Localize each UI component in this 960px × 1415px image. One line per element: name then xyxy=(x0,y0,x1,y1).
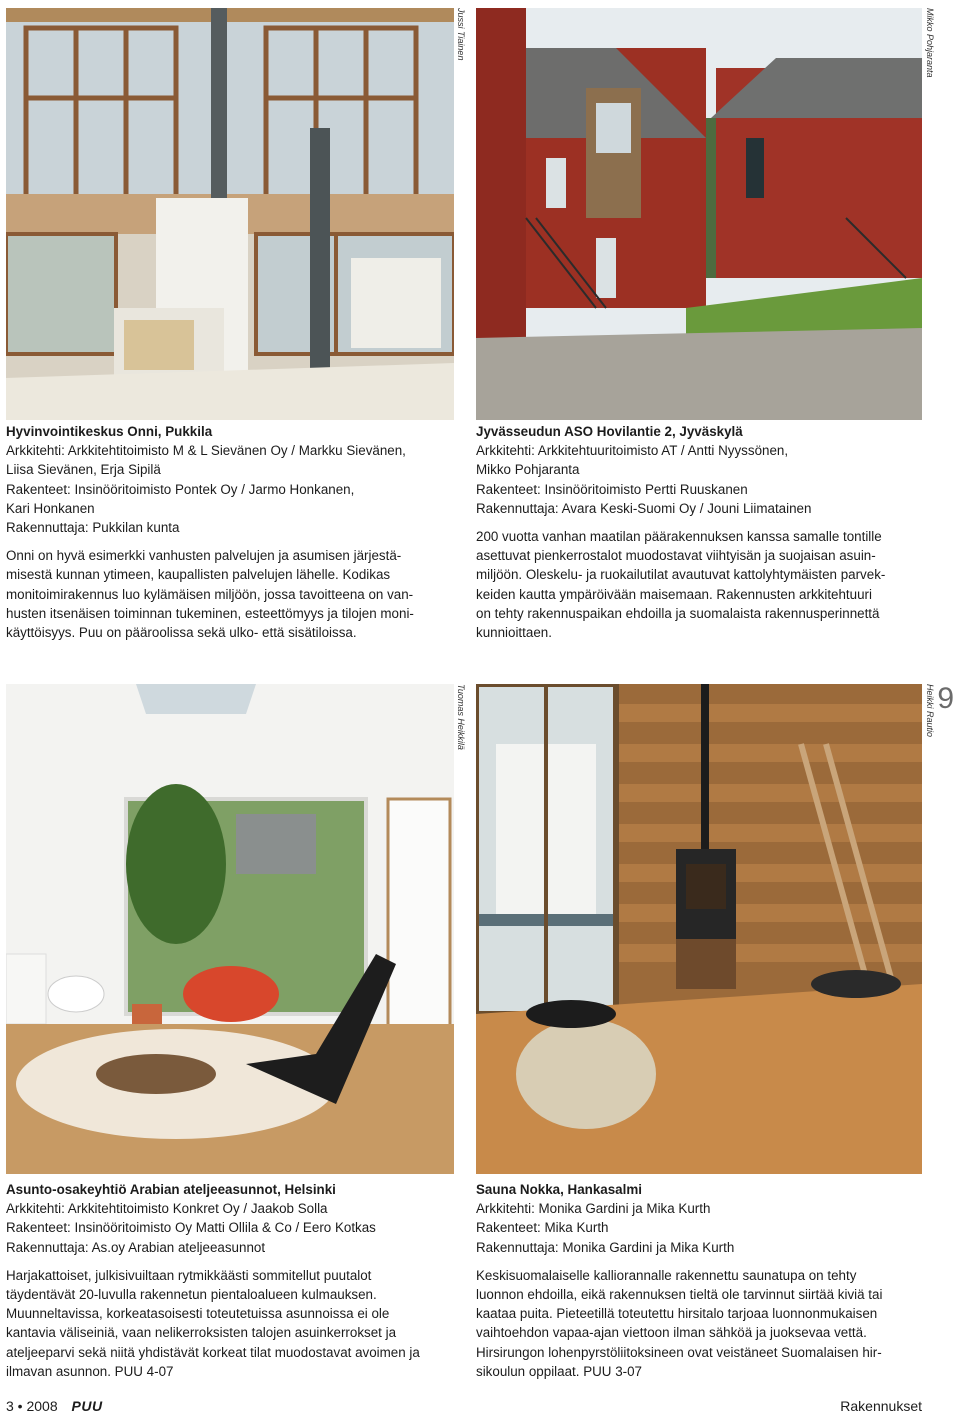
photo-credit: Tuomas Heikkilä xyxy=(456,684,466,750)
article-sauna-nokka xyxy=(476,1180,936,1381)
meta-line: Kari Honkanen xyxy=(6,500,95,516)
meta-line: Rakenteet: Insinööritoimisto Pontek Oy / Jarmo Honkanen, xyxy=(6,481,355,497)
body-line: käyttöisyys. Puu on pääroolissa sekä ulko- että sisätiloissa. xyxy=(6,625,357,641)
body-line: ilmavan asunnon. PUU 4-07 xyxy=(6,1363,174,1379)
article-body xyxy=(476,1266,936,1381)
meta-line: Liisa Sievänen, Erja Sipilä xyxy=(6,462,161,478)
photo-arabia-interior xyxy=(6,684,454,1174)
body-line: keiden kautta ympäröivään maisemaan. Rakennusten arkkitehtuuri xyxy=(476,586,872,602)
body-line: Muunneltavissa, korkeatasoisesti toteutetuissa asunnoissa ei ole xyxy=(6,1306,390,1322)
meta-line: Rakennuttaja: Pukkilan kunta xyxy=(6,520,180,536)
meta-line: Rakennuttaja: As.oy Arabian ateljeeasunnot xyxy=(6,1239,266,1255)
body-line: on tehty rakennuspaikan ehdoilla ja suomalaista rakennusperinnettä xyxy=(476,605,880,621)
body-line: kantavia väliseiniä, vaan nelikerroksisten talojen asuinkerrokset ja xyxy=(6,1325,397,1341)
meta-line: Rakenteet: Insinööritoimisto Pertti Ruuskanen xyxy=(476,481,748,497)
body-line: misestä kunnan ytimeen, kaupallisten palvelujen lähelle. Kodikas xyxy=(6,567,391,583)
meta-line: Arkkitehti: Arkkitehtitoimisto M & L Sievänen Oy / Markku Sievänen, xyxy=(6,443,406,459)
section-name: Rakennukset xyxy=(840,1398,922,1414)
body-line: kaataa puita. Pieteetillä toteutettu hirsitalo tarjoaa luonnonmukaisen xyxy=(476,1306,878,1322)
photo-credit: Jussi Tiainen xyxy=(456,8,466,61)
article-title: Jyvässeudun ASO Hovilantie 2, Jyväskylä xyxy=(476,424,743,439)
meta-line: Arkkitehti: Arkkitehtuuritoimisto AT / Antti Nyyssönen, xyxy=(476,443,789,459)
article-title: Asunto-osakeyhtiö Arabian ateljeeasunnot, Helsinki xyxy=(6,1182,336,1197)
body-line: asettuvat pienkerrostalot muodostavat viihtyisän ja suojaisan asuin- xyxy=(476,548,876,564)
magazine-logo: PUU xyxy=(71,1398,103,1414)
photo-hovilantie-exterior xyxy=(476,8,922,420)
body-line: Harjakattoiset, julkisivuiltaan rytmikkäästi sommitellut puutalot xyxy=(6,1267,372,1283)
body-line: Onni on hyvä esimerkki vanhusten palvelujen ja asumisen järjestä- xyxy=(6,548,402,564)
photo-credit: Heikki Rautio xyxy=(925,684,935,738)
body-line: sikoulun oppilaat. PUU 3-07 xyxy=(476,1363,642,1379)
body-line: Keskisuomalaiselle kalliorannalle rakennettu saunatupa on tehty xyxy=(476,1267,857,1283)
meta-line: Arkkitehti: Monika Gardini ja Mika Kurth xyxy=(476,1201,711,1217)
article-title: Hyvinvointikeskus Onni, Pukkila xyxy=(6,424,213,439)
meta-line: Mikko Pohjaranta xyxy=(476,462,580,478)
body-line: kunnioittaen. xyxy=(476,625,552,641)
body-line: husten itsenäisen toiminnan tukeminen, esteettömyys ja tilojen moni- xyxy=(6,605,414,621)
meta-line: Rakennuttaja: Avara Keski-Suomi Oy / Jouni Liimatainen xyxy=(476,500,812,516)
photo-sauna-interior xyxy=(476,684,922,1174)
issue-number: 3 • 2008 xyxy=(6,1398,58,1414)
photo-onni-interior xyxy=(6,8,454,420)
article-body xyxy=(476,527,936,642)
meta-line: Rakenteet: Insinööritoimisto Oy Matti Ollila & Co / Eero Kotkas xyxy=(6,1220,376,1236)
article-onni xyxy=(6,422,456,642)
body-line: monitoimirakennus luo kylämäisen miljöön, jossa tavoitteena on van- xyxy=(6,586,414,602)
article-hovilantie xyxy=(476,422,936,642)
body-line: Hirsirungon lohenpyrstöliitoksineen ovat veistäneet Suomalaisen hir- xyxy=(476,1344,882,1360)
body-line: 200 vuotta vanhan maatilan päärakennuksen kanssa samalle tontille xyxy=(476,529,882,545)
page-number: 9 xyxy=(937,682,954,715)
meta-line: Rakennuttaja: Monika Gardini ja Mika Kurth xyxy=(476,1239,735,1255)
body-line: ateljeeparvi sekä niitä yhdistävät korkeat tilat muodostavat avoimen ja xyxy=(6,1344,420,1360)
article-title: Sauna Nokka, Hankasalmi xyxy=(476,1182,642,1197)
article-body xyxy=(6,546,456,642)
body-line: täydentävät 20-luvulla rakennetun pientaloalueen kulmauksen. xyxy=(6,1287,377,1303)
body-line: luonnon ehdoilla, eikä rakennuksen tieltä ole tarvinnut siirtää kiviä tai xyxy=(476,1287,883,1303)
body-line: vaihtoehdon vapaa-ajan viettoon ilman sähköä ja juoksevaa vettä. xyxy=(476,1325,867,1341)
photo-credit: Mikko Pohjaranta xyxy=(925,8,935,78)
footer-left xyxy=(6,1398,103,1414)
meta-line: Arkkitehti: Arkkitehtitoimisto Konkret Oy / Jaakob Solla xyxy=(6,1201,328,1217)
article-body xyxy=(6,1266,456,1381)
meta-line: Rakenteet: Mika Kurth xyxy=(476,1220,609,1236)
body-line: miljöön. Oleskelu- ja ruokailutilat avautuvat kattolyhtymäisten parvek- xyxy=(476,567,886,583)
article-arabia xyxy=(6,1180,456,1381)
